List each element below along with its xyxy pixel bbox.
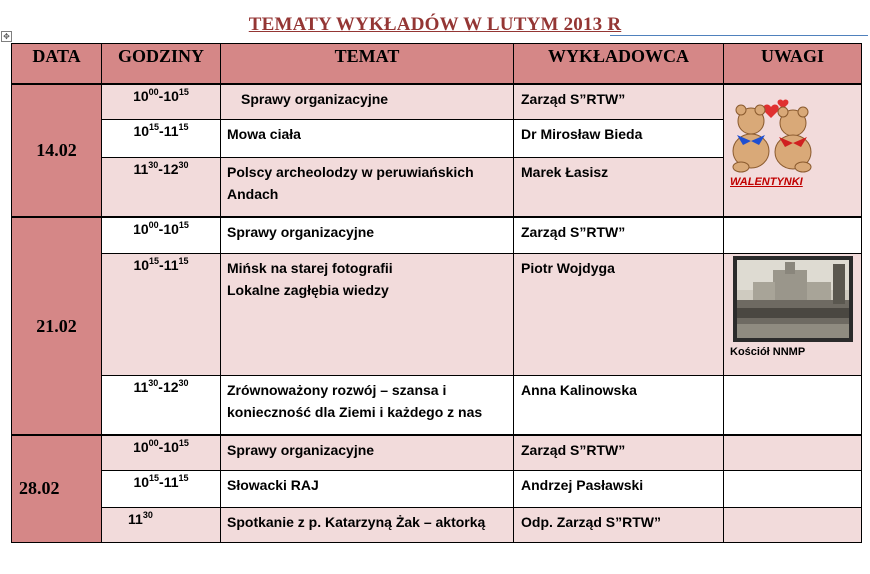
header-notes: UWAGI [724, 44, 862, 85]
date-cell: 14.02 [12, 84, 102, 217]
lecturer-cell: Piotr Wojdyga [514, 253, 724, 375]
header-date: DATA [12, 44, 102, 85]
notes-cell [724, 375, 862, 435]
notes-cell [724, 253, 862, 375]
topic-cell: Spotkanie z p. Katarzyną Żak – aktorką [221, 507, 514, 542]
hours-cell: $11^{30}-12^{30}$ [102, 157, 221, 217]
date-cell: 28.02 [12, 435, 102, 542]
church-photo-image [733, 256, 853, 342]
header-hours: GODZINY [102, 44, 221, 85]
lecturer-cell: Zarząd S”RTW” [514, 435, 724, 470]
topic-cell: Sprawy organizacyjne [221, 84, 514, 120]
table-row [12, 84, 862, 120]
lecturer-cell: Odp. Zarząd S”RTW” [514, 507, 724, 542]
church-photo-caption: Kościół NNMP [730, 345, 806, 358]
topic-cell: Zrównoważony rozwój – szansa i konieczność dla Ziemi i każdego z nas [221, 375, 514, 435]
header-lecturer: WYKŁADOWCA [514, 44, 724, 85]
topic-cell: Słowacki RAJ [221, 470, 514, 507]
lecturer-cell: Marek Łasisz [514, 157, 724, 217]
hours-cell: $11^{30}-12^{30}$ [102, 375, 221, 435]
notes-cell [724, 507, 862, 542]
hours-cell: $10^{15}-11^{15}$ [102, 120, 221, 158]
header-topic: TEMAT [221, 44, 514, 85]
table-row [12, 470, 862, 507]
hours-cell: $10^{00}-10^{15}$ [102, 435, 221, 470]
lecturer-cell: Andrzej Pasławski [514, 470, 724, 507]
hours-cell: $10^{15}-11^{15}$ [102, 470, 221, 507]
document-title: TEMATY WYKŁADÓW W LUTYM 2013 R [248, 14, 622, 35]
notes-cell [724, 217, 862, 253]
valentines-note: WALENTYNKI [730, 176, 803, 188]
hours-cell: $11^{30}$ [102, 507, 221, 542]
valentine-bears-image [727, 97, 817, 175]
notes-cell [724, 435, 862, 470]
topic-cell: Sprawy organizacyjne [221, 435, 514, 470]
notes-cell [724, 84, 862, 217]
table-row [12, 375, 862, 435]
lecturer-cell: Anna Kalinowska [514, 375, 724, 435]
topic-cell: Mińsk na starej fotografii Lokalne zagłębia wiedzy [221, 253, 514, 375]
hours-cell: $10^{15}-11^{15}$ [102, 253, 221, 375]
schedule-table [11, 43, 862, 543]
topic-cell: Sprawy organizacyjne [221, 217, 514, 253]
date-cell: 21.02 [12, 217, 102, 435]
hours-cell: $10^{00}-10^{15}$ [102, 84, 221, 120]
table-row [12, 217, 862, 253]
topic-cell: Polscy archeolodzy w peruwiańskich Andach [221, 157, 514, 217]
lecturer-cell: Zarząd S”RTW” [514, 84, 724, 120]
hours-cell: $10^{00}-10^{15}$ [102, 217, 221, 253]
table-move-handle-icon[interactable]: ✥ [1, 31, 12, 42]
lecturer-cell: Zarząd S”RTW” [514, 217, 724, 253]
margin-guide-line [610, 35, 868, 36]
topic-cell: Mowa ciała [221, 120, 514, 158]
notes-cell [724, 470, 862, 507]
table-row [12, 253, 862, 375]
lecturer-cell: Dr Mirosław Bieda [514, 120, 724, 158]
table-row [12, 435, 862, 470]
table-row [12, 507, 862, 542]
